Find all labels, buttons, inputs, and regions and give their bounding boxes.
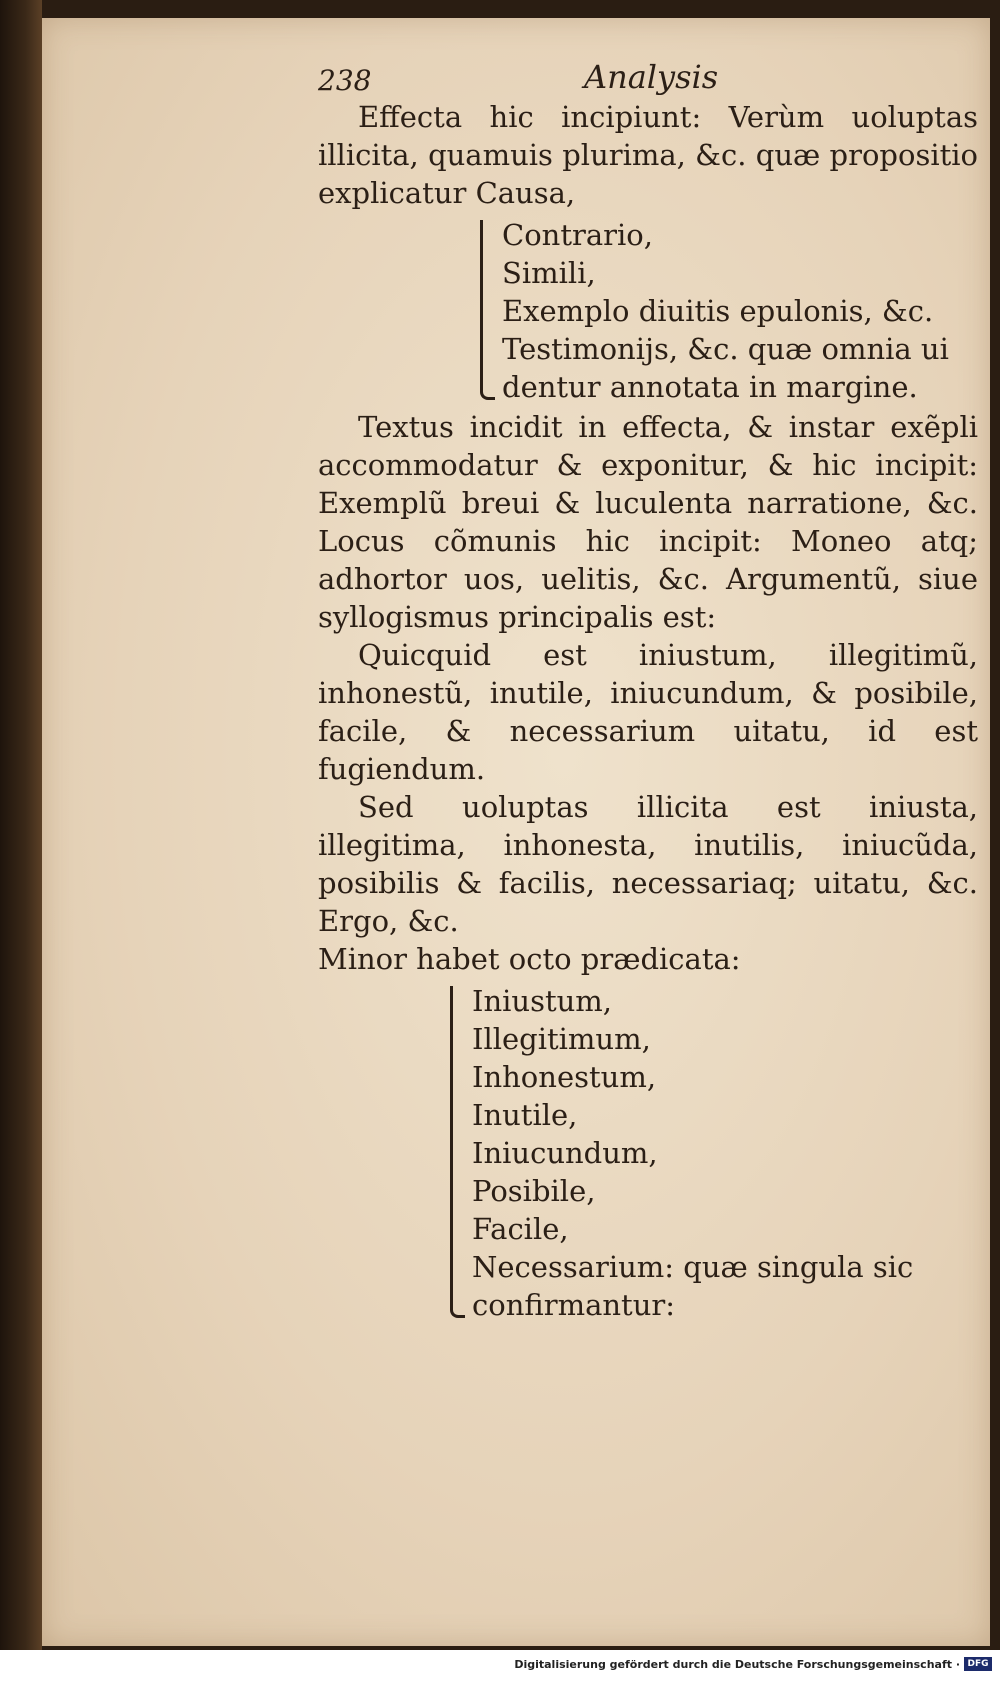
book-edge bbox=[0, 0, 42, 1650]
paragraph-minor: Sed uoluptas illicita est iniusta, illegitima, inhonesta, inutilis, iniucũda, posibilis & facilis, necessariaq; uitatu, &c. Ergo, &c. bbox=[318, 790, 978, 938]
list-item: Contrario, bbox=[502, 218, 653, 252]
list-item: Posibile, bbox=[472, 1174, 596, 1208]
paragraph-effecta: Effecta hic incipiunt: Verùm uoluptas illicita, quamuis plurima, &c. quæ propositio explicatur Causa, bbox=[318, 100, 978, 210]
digitization-footer bbox=[0, 1652, 1000, 1681]
list-item: Testimonijs, &c. quæ omnia ui dentur annotata in margine. bbox=[502, 332, 949, 404]
list-item: Illegitimum, bbox=[472, 1022, 651, 1056]
dfg-logo-icon: DFG bbox=[964, 1657, 992, 1671]
page-number: 238 bbox=[318, 64, 372, 97]
list-item: Iniustum, bbox=[472, 984, 613, 1018]
paragraph-textus: Textus incidit in effecta, & instar exẽpli accommodatur & exponitur, & hic incipit: Exemplũ breui & luculenta narratione, &c. Locus cõmunis hic incipit: Moneo atq; adhortor uos, uelitis, &c. Argumentũ, siue syllogismus principalis est: bbox=[318, 410, 978, 634]
list-item: Simili, bbox=[502, 256, 596, 290]
page-text bbox=[318, 58, 978, 1326]
paragraph-predicata-intro: Minor habet octo prædicata: bbox=[318, 942, 741, 976]
list-item: Facile, bbox=[472, 1212, 569, 1246]
list-item: Necessarium: quæ singula sic confirmantur: bbox=[472, 1250, 914, 1322]
predicata-list bbox=[450, 982, 978, 1324]
list-item: Iniucundum, bbox=[472, 1136, 658, 1170]
causa-list bbox=[480, 216, 978, 406]
list-item: Inutile, bbox=[472, 1098, 578, 1132]
list-item: Inhonestum, bbox=[472, 1060, 657, 1094]
paragraph-maior: Quicquid est iniustum, illegitimũ, inhonestũ, inutile, iniucundum, & posibile, facile, & necessarium uitatu, id est fugiendum. bbox=[318, 638, 978, 786]
funding-credit: Digitalisierung gefördert durch die Deutsche Forschungsgemeinschaft · bbox=[514, 1658, 960, 1671]
list-item: Exemplo diuitis epulonis, &c. bbox=[502, 294, 934, 328]
page-header bbox=[318, 58, 978, 98]
running-head: Analysis bbox=[584, 58, 719, 96]
